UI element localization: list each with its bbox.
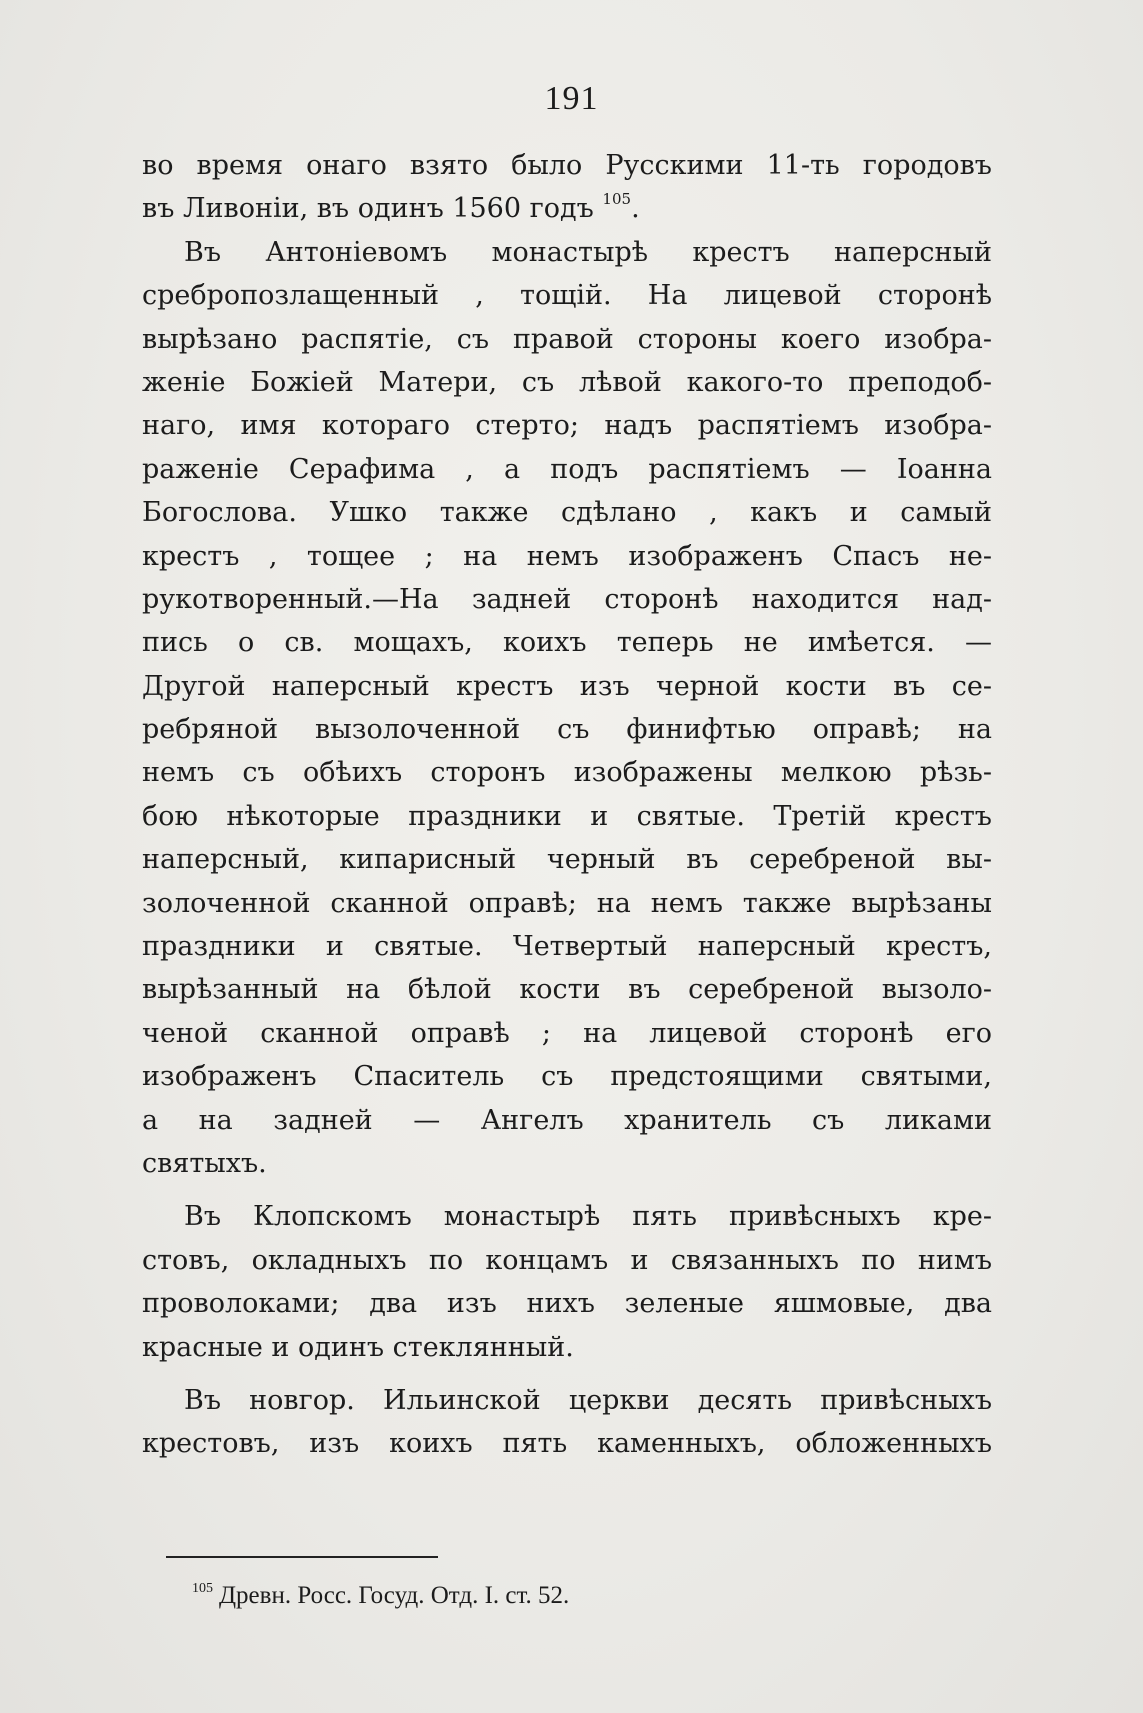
text-line: раженіе Серафима , а подъ распятіемъ — Іоанна [142, 453, 992, 485]
text-line: Въ Антоніевомъ монастырѣ крестъ наперсный [184, 236, 992, 268]
footnote-text: Древн. Росс. Госуд. Отд. I. ст. 52. [219, 1582, 570, 1609]
footnote-divider [166, 1556, 438, 1558]
text-line: крестовъ, изъ коихъ пять каменныхъ, обложенныхъ [142, 1428, 992, 1460]
text-line: сребропозлащенный , тощій. На лицевой сторонѣ [142, 280, 992, 312]
text-line: во время онаго взято было Русскими 11-ть городовъ [142, 150, 992, 181]
text-line-punct: . [631, 193, 640, 225]
text-line: изображенъ Спаситель съ предстоящими святыми, [142, 1061, 992, 1093]
text-line: а на задней — Ангелъ хранитель съ ликами [142, 1104, 992, 1136]
text-line: красные и одинъ стеклянный. [142, 1331, 574, 1363]
text-line: ребряной вызолоченной съ финифтью оправѣ; на [142, 714, 992, 746]
text-line: вырѣзано распятіе, съ правой стороны коего изобра- [142, 323, 992, 355]
page-number: 191 [544, 80, 599, 117]
text-line: бою нѣкоторые праздники и святые. Третій крестъ [142, 800, 992, 832]
text-line: немъ съ обѣихъ сторонъ изображены мелкою рѣзь- [142, 757, 992, 789]
text-line: наго, имя котораго стерто; надъ распятіемъ изобра- [142, 410, 992, 442]
text-line: проволоками; два изъ нихъ зеленые яшмовые, два [142, 1288, 992, 1320]
text-line: стовъ, окладныхъ по концамъ и связанныхъ по нимъ [142, 1244, 992, 1276]
text-line: Въ Клопскомъ монастырѣ пять привѣсныхъ кре- [184, 1201, 992, 1233]
text-line: рукотворенный.—На задней сторонѣ находится над- [142, 583, 992, 615]
text-line: Въ новгор. Ильинской церкви десять привѣсныхъ [184, 1384, 992, 1416]
text-line: крестъ , тощее ; на немъ изображенъ Спасъ не- [142, 540, 992, 572]
footnote-mark: 105 [192, 1581, 213, 1596]
text-line: женіе Божіей Матери, съ лѣвой какого-то преподоб- [142, 366, 992, 398]
text-line: ченой сканной оправѣ ; на лицевой сторонѣ его [142, 1017, 992, 1049]
text-line: Другой наперсный крестъ изъ черной кости въ се- [142, 670, 992, 702]
text-line: золоченной сканной оправѣ; на немъ также вырѣзаны [142, 887, 992, 919]
text-line [142, 187, 992, 230]
text-line: вырѣзанный на бѣлой кости въ серебреной вызоло- [142, 974, 992, 1006]
footnote [192, 1578, 569, 1614]
text-line: Богослова. Ушко также сдѣлано , какъ и самый [142, 497, 992, 529]
text-line: праздники и святые. Четвертый наперсный крестъ, [142, 931, 992, 963]
text-line: наперсный, кипарисный черный въ серебреной вы- [142, 844, 992, 876]
text-line: святыхъ. [142, 1147, 267, 1179]
text-line-content: въ Ливоніи, въ одинъ 1560 годъ [142, 193, 594, 225]
body-text [142, 144, 992, 1466]
footnote-ref: 105 [602, 190, 632, 209]
text-line: пись о св. мощахъ, коихъ теперь не имѣется. — [142, 627, 992, 659]
